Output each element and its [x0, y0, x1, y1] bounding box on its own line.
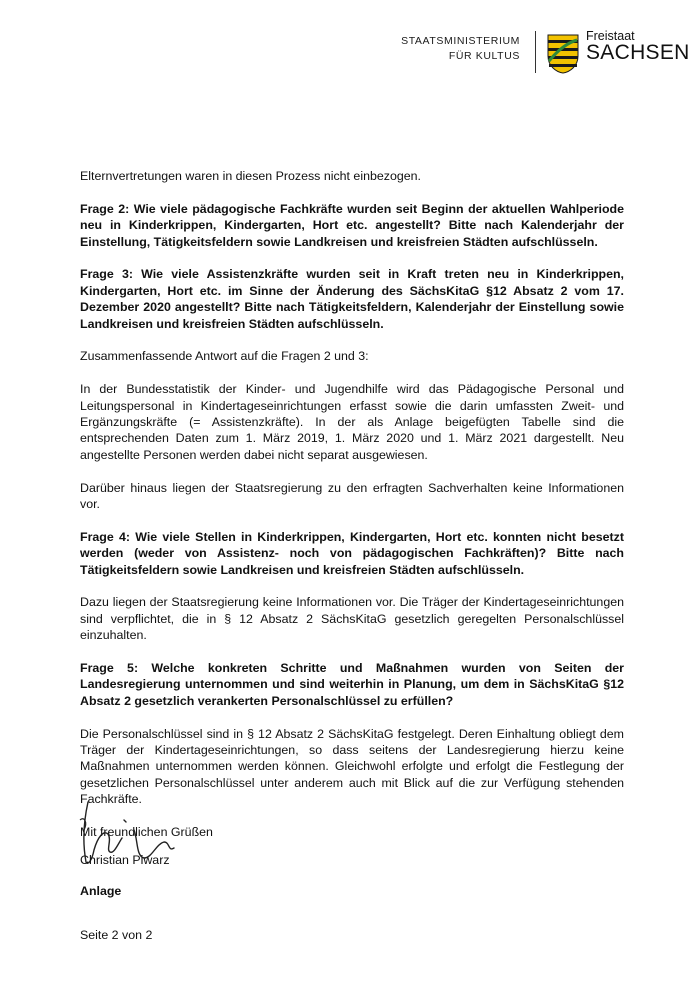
header-divider — [535, 31, 536, 73]
ministry-line-1: STAATSMINISTERIUM — [401, 35, 520, 47]
intro-paragraph: Elternvertretungen waren in diesen Prozess nicht einbezogen. — [80, 169, 421, 183]
signer-name: Christian Piwarz — [80, 853, 170, 867]
question-4: Frage 4: Wie viele Stellen in Kinderkrippen, Kindergarten, Hort etc. konnten nicht besetzt werden (weder von Assistenz- noch von pädagogischen Fachkräften)? Bitte nach Tätigkeitsfeldern sowie Landkreisen und kreisfreien Städten aufschlüsseln. — [80, 529, 624, 577]
answer-2-3-paragraph-2: Darüber hinaus liegen der Staatsregierung zu den erfragten Sachverhalten keine Informationen vor. — [80, 480, 624, 512]
closing-line: Mit freundlichen Grüßen — [80, 825, 213, 840]
answer-4: Dazu liegen der Staatsregierung keine Informationen vor. Die Träger der Kindertageseinrichtungen sind verpflichtet, die in § 12 Absatz 2 SächsKitaG gesetzlich geregelten Personalschlüssel einzuhalten. — [80, 595, 624, 643]
ministry-name — [401, 34, 520, 64]
question-2: Frage 2: Wie viele pädagogische Fachkräfte wurden seit Beginn der aktuellen Wahlperiode neu in Kinderkrippen, Kindergarten, Hort etc. angestellt? Bitte nach Kalenderjahr der Einstellung, Tätigkeitsfeldern sowie Landkreisen und kreisfreien Städten aufschlüsseln. — [80, 201, 624, 249]
attachment-label: Anlage — [80, 884, 122, 898]
question-3: Frage 3: Wie viele Assistenzkräfte wurden seit in Kraft treten neu in Kinderkrippen, Kindergarten, Hort etc. im Sinne der Änderung des SächsKitaG §12 Absatz 2 vom 17. Dezember 2020 angestellt? Bitte nach Tätigkeitsfeldern, Kalenderjahr der Einstellung sowie Landkreisen und kreisfreien Städten aufschlüsseln. — [80, 267, 624, 331]
coat-of-arms-icon — [547, 34, 579, 74]
answer-2-3-paragraph-1: In der Bundesstatistik der Kinder- und Jugendhilfe wird das Pädagogische Personal und Leitungspersonal in Kindertageseinrichtungen erfasst sowie die darin umfassten Zweit- und Ergänzungskräfte (= Assistenzkräfte). In der als Anlage beigefügten Tabelle sind die entsprechenden Daten zum 1. März 2019, 1. März 2020 und 1. März 2021 dargestellt. Neu angestellte Personen werden dabei nicht separat ausgewiesen. — [80, 382, 624, 462]
ministry-line-2: FÜR KULTUS — [448, 50, 520, 62]
answer-2-3-title: Zusammenfassende Antwort auf die Fragen 2 und 3: — [80, 349, 369, 364]
state-label-small: Freistaat — [586, 29, 635, 43]
page-number: Seite 2 von 2 — [80, 928, 153, 942]
state-label-large: SACHSEN — [586, 41, 690, 64]
letterhead — [0, 0, 700, 90]
letter-body — [80, 168, 624, 857]
answer-5: Die Personalschlüssel sind in § 12 Absatz 2 SächsKitaG festgelegt. Deren Einhaltung obliegt dem Träger der Kindertageseinrichtungen, so dass seitens der Landesregierung hierzu keine Maßnahmen unternommen werden können. Gleichwohl erfolgte und erfolgt die Festlegung der gesetzlichen Personalschlüssel unter anderem auch mit Blick auf die zur Verfügung stehenden Fachkräfte. — [80, 726, 624, 807]
question-5: Frage 5: Welche konkreten Schritte und Maßnahmen wurden von Seiten der Landesregierung unternommen und sind weiterhin in Planung, um dem in SächsKitaG §12 Absatz 2 gesetzlich verankerten Personalschlüssel zu erfüllen? — [80, 661, 624, 708]
